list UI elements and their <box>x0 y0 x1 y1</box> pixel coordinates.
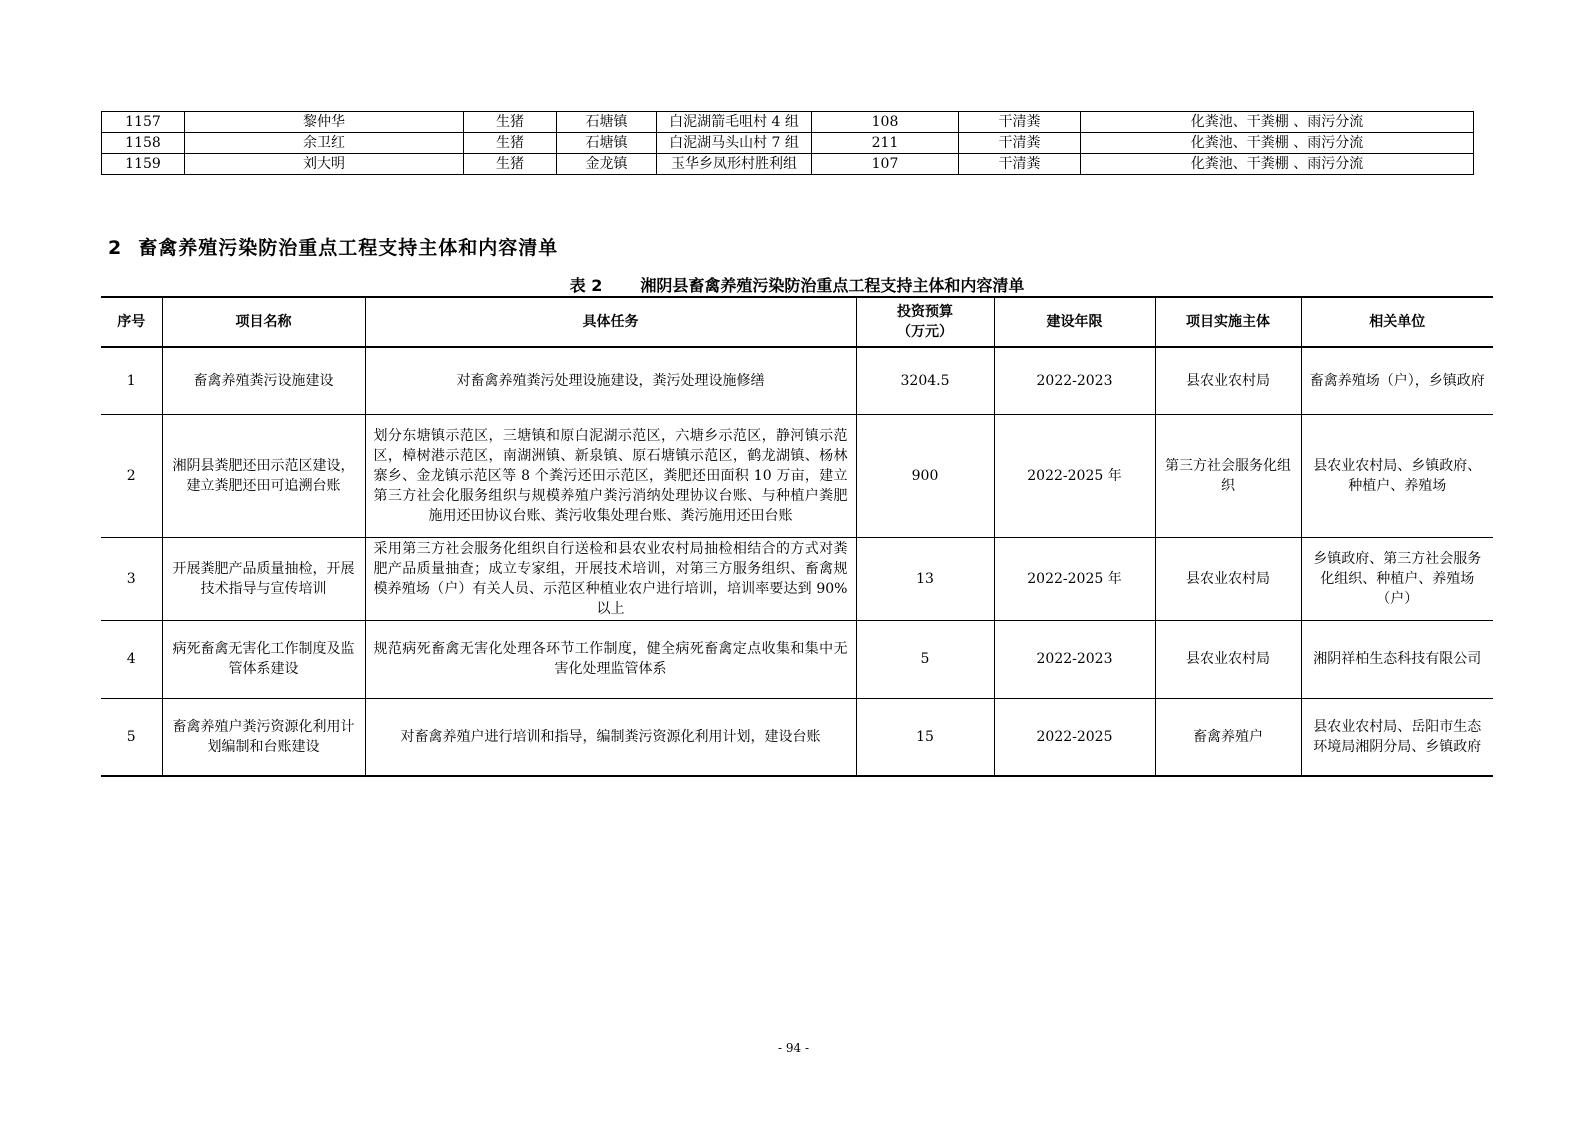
cell-task: 对畜禽养殖粪污处理设施建设，粪污处理设施修缮 <box>365 347 856 414</box>
continuation-table <box>101 111 1474 175</box>
header-budget <box>856 297 994 347</box>
cell-count: 107 <box>812 154 959 175</box>
header-units: 相关单位 <box>1301 297 1493 347</box>
cell-type: 生猪 <box>464 112 557 133</box>
project-table <box>101 296 1493 777</box>
cell-period: 2022-2025 年 <box>994 537 1155 620</box>
table-row <box>101 347 1493 414</box>
cell-units: 县农业农村局、乡镇政府、种植户、养殖场 <box>1301 414 1493 537</box>
table-row <box>102 112 1474 133</box>
cell-implementer: 第三方社会服务化组织 <box>1155 414 1301 537</box>
cell-type: 生猪 <box>464 154 557 175</box>
cell-units: 乡镇政府、第三方社会服务化组织、种植户、养殖场（户） <box>1301 537 1493 620</box>
table-row <box>102 133 1474 154</box>
cell-units: 湘阴祥柏生态科技有限公司 <box>1301 620 1493 698</box>
cell-task: 采用第三方社会服务化组织自行送检和县农业农村局抽检相结合的方式对粪肥产品质量抽查；成立专家组，开展技术培训，对第三方服务组织、畜禽规模养殖场（户）有关人员、示范区种植业农户进行培训，培训率要达到 90%以上 <box>365 537 856 620</box>
cell-facilities: 化粪池、干粪棚 、雨污分流 <box>1081 133 1474 154</box>
cell-name: 黎仲华 <box>185 112 464 133</box>
header-no: 序号 <box>101 297 162 347</box>
page-number: - 94 - <box>777 1041 809 1055</box>
cell-implementer: 县农业农村局 <box>1155 347 1301 414</box>
cell-no: 1157 <box>102 112 185 133</box>
cell-period: 2022-2023 <box>994 347 1155 414</box>
table-row <box>101 620 1493 698</box>
cell-period: 2022-2023 <box>994 620 1155 698</box>
cell-budget: 5 <box>856 620 994 698</box>
cell-budget: 900 <box>856 414 994 537</box>
section-heading <box>108 233 558 260</box>
cell-method: 干清粪 <box>959 133 1081 154</box>
cell-no: 3 <box>101 537 162 620</box>
cell-budget: 13 <box>856 537 994 620</box>
header-task: 具体任务 <box>365 297 856 347</box>
cell-count: 211 <box>812 133 959 154</box>
cell-units: 县农业农村局、岳阳市生态环境局湘阴分局、乡镇政府 <box>1301 698 1493 776</box>
cell-implementer: 县农业农村局 <box>1155 537 1301 620</box>
cell-town: 石塘镇 <box>557 133 657 154</box>
table-caption-title: 湘阴县畜禽养殖污染防治重点工程支持主体和内容清单 <box>640 276 1025 295</box>
header-project: 项目名称 <box>162 297 365 347</box>
cell-town: 石塘镇 <box>557 112 657 133</box>
cell-no: 1158 <box>102 133 185 154</box>
cell-units: 畜禽养殖场（户），乡镇政府 <box>1301 347 1493 414</box>
table-header-row <box>101 297 1493 347</box>
cell-no: 1159 <box>102 154 185 175</box>
header-period: 建设年限 <box>994 297 1155 347</box>
cell-implementer: 县农业农村局 <box>1155 620 1301 698</box>
cell-project: 畜禽养殖户粪污资源化利用计划编制和台账建设 <box>162 698 365 776</box>
table-row <box>101 698 1493 776</box>
cell-method: 干清粪 <box>959 154 1081 175</box>
cell-name: 刘大明 <box>185 154 464 175</box>
cell-period: 2022-2025 年 <box>994 414 1155 537</box>
cell-project: 病死畜禽无害化工作制度及监管体系建设 <box>162 620 365 698</box>
cell-task: 划分东塘镇示范区，三塘镇和原白泥湖示范区，六塘乡示范区，静河镇示范区，樟树港示范区，南湖洲镇、新泉镇、原石塘镇示范区，鹤龙湖镇、杨林寨乡、金龙镇示范区等 8 个粪污还田示范区，粪肥还田面积 10 万亩，建立第三方社会化服务组织与规模养殖户粪污消纳处理协议台账、与种植户粪肥施用还田协议台账、粪污收集处理台账、粪污施用还田台账 <box>365 414 856 537</box>
header-budget-line1: 投资预算 <box>897 304 953 320</box>
cell-budget: 3204.5 <box>856 347 994 414</box>
cell-task: 规范病死畜禽无害化处理各环节工作制度，健全病死畜禽定点收集和集中无害化处理监管体系 <box>365 620 856 698</box>
cell-no: 2 <box>101 414 162 537</box>
cell-address: 玉华乡凤形村胜利组 <box>657 154 812 175</box>
header-implementer: 项目实施主体 <box>1155 297 1301 347</box>
table-caption-number: 表 2 <box>569 276 603 295</box>
header-budget-line2: （万元） <box>897 324 953 340</box>
table-row <box>102 154 1474 175</box>
cell-address: 白泥湖马头山村 7 组 <box>657 133 812 154</box>
table-row <box>101 537 1493 620</box>
cell-project: 畜禽养殖粪污设施建设 <box>162 347 365 414</box>
cell-town: 金龙镇 <box>557 154 657 175</box>
cell-count: 108 <box>812 112 959 133</box>
cell-facilities: 化粪池、干粪棚 、雨污分流 <box>1081 112 1474 133</box>
cell-no: 5 <box>101 698 162 776</box>
cell-no: 4 <box>101 620 162 698</box>
section-title: 畜禽养殖污染防治重点工程支持主体和内容清单 <box>138 237 559 259</box>
table-row <box>101 414 1493 537</box>
cell-implementer: 畜禽养殖户 <box>1155 698 1301 776</box>
cell-type: 生猪 <box>464 133 557 154</box>
cell-name: 余卫红 <box>185 133 464 154</box>
cell-project: 开展粪肥产品质量抽检，开展技术指导与宣传培训 <box>162 537 365 620</box>
cell-budget: 15 <box>856 698 994 776</box>
cell-method: 干清粪 <box>959 112 1081 133</box>
cell-project: 湘阴县粪肥还田示范区建设，建立粪肥还田可追溯台账 <box>162 414 365 537</box>
cell-address: 白泥湖箭毛咀村 4 组 <box>657 112 812 133</box>
cell-period: 2022-2025 <box>994 698 1155 776</box>
cell-no: 1 <box>101 347 162 414</box>
section-number: 2 <box>108 237 123 259</box>
cell-facilities: 化粪池、干粪棚 、雨污分流 <box>1081 154 1474 175</box>
table-caption <box>101 273 1493 296</box>
cell-task: 对畜禽养殖户进行培训和指导，编制粪污资源化利用计划，建设台账 <box>365 698 856 776</box>
